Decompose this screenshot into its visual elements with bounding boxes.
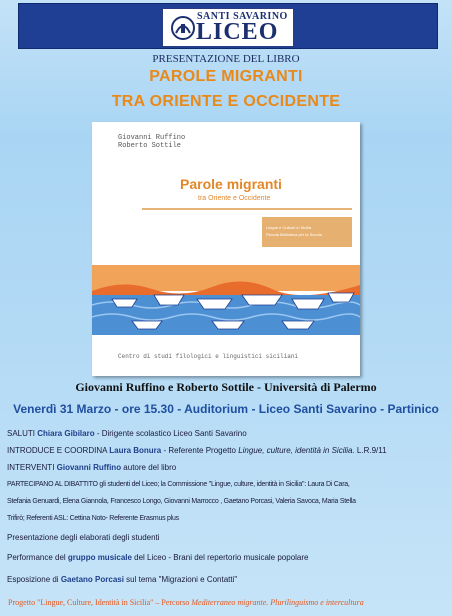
- program-partecipano-2: Stefania Genuardi, Elena Giannola, Francesco Longo, Giovanni Marrocco , Gaetano Porcasi, Valeria Savoca, Maria Stella: [7, 498, 356, 505]
- cover-series-box: [262, 217, 352, 247]
- book-title-line2: TRA ORIENTE E OCCIDENTE: [111, 93, 341, 110]
- logo-school-name: SANTI SAVARINO: [197, 11, 288, 22]
- laurel-crest-icon: [170, 15, 196, 41]
- cover-title: Parole migranti: [180, 176, 282, 192]
- book-title-line1: PAROLE MIGRANTI: [149, 68, 303, 85]
- boats-illustration: [92, 265, 360, 347]
- project-footer: Progetto "Lingue, Culture, Identità in Sicilia" – Percorso Mediterraneo migrante. Plurilinguismo e intercultura: [8, 598, 364, 607]
- program-saluti: SALUTI Chiara Gibilaro - Dirigente scolastico Liceo Santi Savarino: [7, 429, 247, 438]
- cover-footer: [92, 348, 360, 376]
- book-cover: [92, 122, 360, 376]
- program-presentazione: Presentazione degli elaborati degli studenti: [7, 533, 160, 542]
- cover-author-1: Giovanni Ruffino: [118, 134, 186, 142]
- cover-subtitle: tra Oriente e Occidente: [198, 195, 271, 202]
- program-partecipano-3: Trifirò; Referenti ASL: Cettina Noto- Referente Erasmus plus: [7, 515, 179, 522]
- cover-author-2: Roberto Sottile: [118, 142, 182, 150]
- cover-series-1: Lingue e Culture in Sicilia: [266, 225, 312, 230]
- school-logo: [162, 8, 294, 47]
- program-performance: Performance del gruppo musicale del Liceo - Brani del repertorio musicale popolare: [7, 553, 309, 562]
- cover-publisher: Centro di studi filologici e linguistici siciliani: [118, 353, 299, 360]
- logo-liceo: LICEO: [196, 19, 279, 45]
- program-introduce: INTRODUCE E COORDINA Laura Bonura - Referente Progetto Lingue, culture, identità in Sicilia. L.R.9/11: [7, 446, 387, 455]
- program-esposizione: Esposizione di Gaetano Porcasi sul tema "Migrazioni e Contatti": [7, 575, 238, 584]
- authors-line: Giovanni Ruffino e Roberto Sottile - Università di Palermo: [75, 380, 377, 394]
- logo-banner: [18, 3, 438, 49]
- presentation-label: PRESENTAZIONE DEL LIBRO: [152, 53, 300, 65]
- cover-series-2: Piccola Biblioteca per la Scuola: [266, 232, 322, 237]
- program-interventi: INTERVENTI Giovanni Ruffino autore del libro: [7, 463, 177, 472]
- event-date-venue: Venerdì 31 Marzo - ore 15.30 - Auditorium - Liceo Santi Savarino - Partinico: [13, 402, 439, 416]
- program-partecipano-1: PARTECIPANO AL DIBATTITO gli studenti del Liceo; la Commissione "Lingue, culture, identità in Sicilia": Laura Di Cara,: [7, 481, 350, 488]
- cover-stripe: [142, 208, 352, 210]
